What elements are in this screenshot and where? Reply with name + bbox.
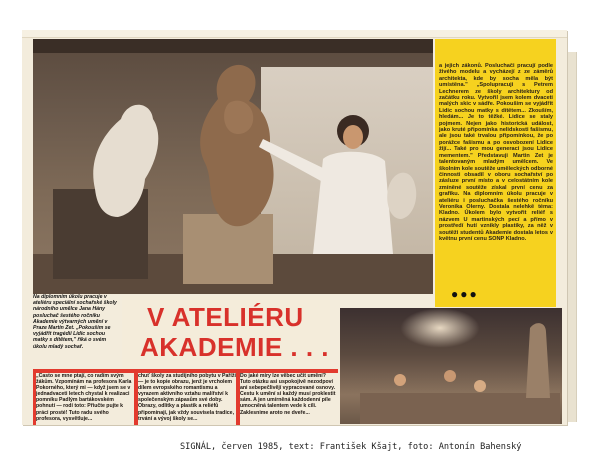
sculptor-body bbox=[313, 152, 393, 254]
body-column-1: „Často se mne ptají, co radím svým žákům. Vzpomínám na profesora Karla Pokorného, který mi — když jsem se v jednadvaceti letech chystal k realizaci pomníku Padlým bartákovském pohnutí — rodí toto: Přiučte pujte k práci prosté! Tuto radu svého profesora, vysvětluje... bbox=[36, 373, 134, 425]
credit-line: SIGNÁL, červen 1985, text: František Kšajt, foto: Antonín Bahenský bbox=[180, 442, 522, 452]
photo-figures bbox=[33, 39, 433, 294]
headline-line-2: AKADEMIE . . . bbox=[140, 332, 330, 362]
secondary-photo-students bbox=[340, 308, 562, 424]
sculptor-face bbox=[343, 125, 363, 149]
standing-statue bbox=[526, 323, 550, 398]
body-column-3: Do jaké míry lze věbec učit umění? Tuto otázku asi uspokojivě nezodpoví ani sebepečlivějí vypracované osnovy. Cestu k umění si každý musí proklestit sám. A jen umírněná každodenní píle umocněná talentem vede k cíli. Zaklesnime aroto ne dveře... bbox=[240, 373, 338, 425]
photo-caption: Na diplomním úkolu pracuje v ateliéru speciální sochařské školy národního umělce Jana Hány posluchač šestého ročníku Akademie výtvarných umění v Praze Martin Zet. „Pokoušim se vyjádřit tragédii Lidic sochou matky s dítětem," říká o svém úkolu mladý sochař. bbox=[33, 294, 117, 350]
body-column-2: chuť školy za studijního pobytu v Paříži — je to kopie obrazu, jenž je vrcholem dílem evropského romantismu a vyrazem aktivního vztahu malířství k společenským zápasům své doby. Obrazy, odlitky a plastik a reliéfů připomínají, jak vždy souvisela tradice, trvání a vývoj školy se... bbox=[138, 373, 236, 425]
photo-caption-box bbox=[33, 294, 119, 366]
white-sculpture bbox=[93, 105, 158, 217]
headline-line-1: V ATELIÉRU bbox=[147, 302, 304, 332]
small-white-sculpture bbox=[387, 173, 416, 219]
yellow-text-column bbox=[435, 39, 556, 307]
student-head-2 bbox=[444, 370, 456, 382]
student-head-1 bbox=[394, 374, 406, 386]
continuation-dots: ●●● bbox=[451, 287, 479, 301]
right-column-text: a jejich zákonů. Posluchači pracují podle živého modelu a vycházejí z ze záměrů architekta, kde by socha měla být umístěna." „Spolupracuji s Petrem Lechnerem ze školy architektury od začátku roku. Vytvořil jsem kolem dvaceti malých skic v sádře. Pokoušim se vyjádřit Lidic sochou matky s dítětem... Zkouším, hledám... Je to těžké. Lidice se staly pojmem. Nejen jako historická událost, jako kruté připomínka nelidskosti fašismu, ale jsou také trvalou připomínkou, že po porážce fašismu a po osvobození Lidice žijí... Také pro mou generaci jsou Lidice mementem." Představuji Martin Zet je talentovaným mladým umělcem. Ve školním kole soutěže uměleckých odborné činnosti obsadil v oboru sochařství po zásluze první místo a v celostátním kole zmíněné soutěže získal první cenu za grafiku. Na diplomním úkolu pracuje v ateliéru i posluchačka šestého ročníku Veronika Olerny. Dostala nelehkě téma: Kladno. Úkolem bylo vytvořit reliéf s názvem U martinských pecí a přímo v prostředí hutí vznikly plastiky, za něž v soutěži studentů Akademie dostala letos v květnu první cenu SONP Kladno. bbox=[439, 63, 553, 242]
main-photo-sculptor-studio bbox=[33, 39, 433, 294]
page-top-margin bbox=[22, 30, 567, 38]
headline-block bbox=[122, 296, 330, 368]
student-head-3 bbox=[474, 380, 486, 392]
student-figures bbox=[340, 308, 562, 424]
